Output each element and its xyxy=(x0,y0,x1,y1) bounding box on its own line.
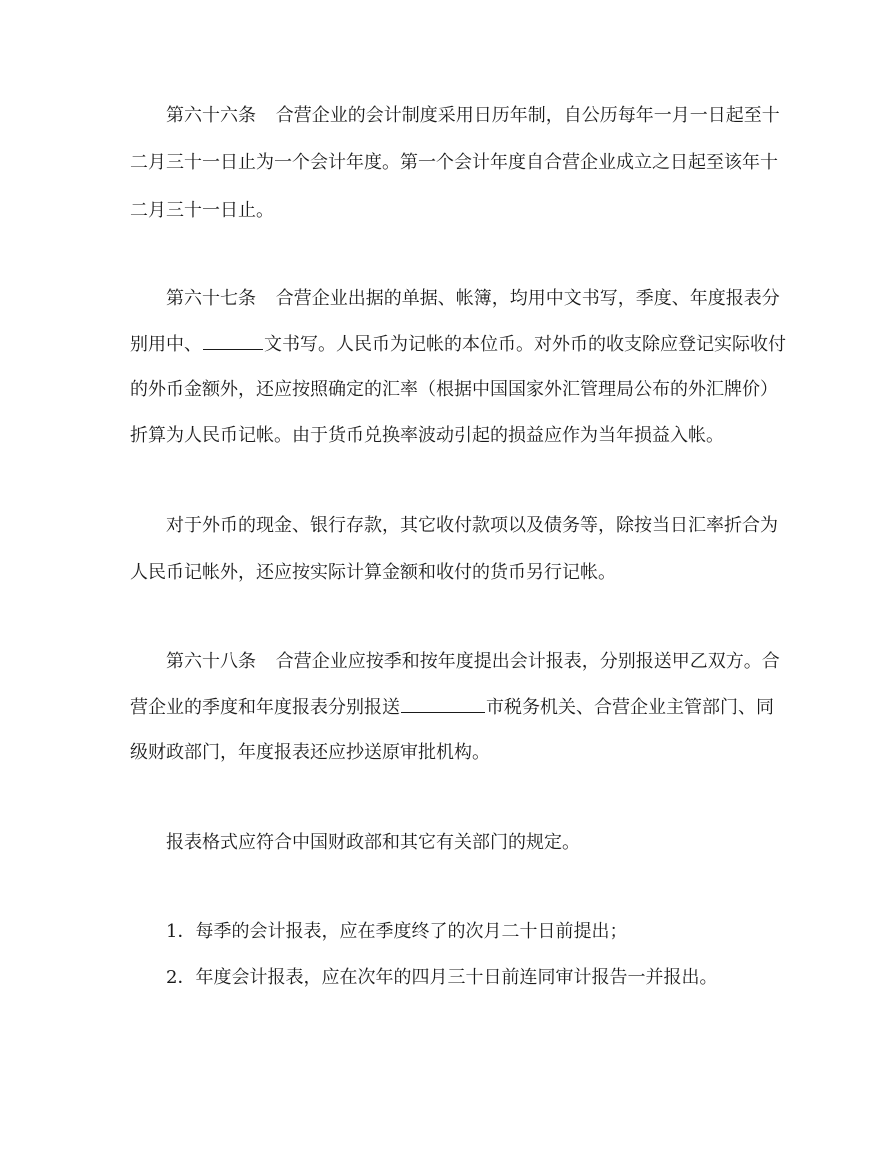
article-68-line-1 xyxy=(166,650,780,674)
article-68-line-2 xyxy=(130,694,774,720)
article-68-text-2b: 市税务机关、合营企业主管部门、同 xyxy=(486,697,774,718)
foreign-currency-line-2: 人民币记帐外，还应按实际计算金额和收付的货币另行记帐。 xyxy=(130,562,616,583)
list-item-number: 2． xyxy=(166,967,196,988)
article-66-title: 第六十六条 xyxy=(166,105,256,126)
article-66-line-2: 二月三十一日止为一个会计年度。第一个会计年度自合营企业成立之日起至该年十 xyxy=(130,152,778,173)
article-68-text-1: 合营企业应按季和按年度提出会计报表，分别报送甲乙双方。合 xyxy=(275,651,780,672)
article-68-title: 第六十八条 xyxy=(166,651,256,672)
article-68-text-2a: 营企业的季度和年度报表分别报送 xyxy=(130,697,400,718)
foreign-currency-line-1: 对于外币的现金、银行存款，其它收付款项以及债务等，除按当日汇率折合为 xyxy=(166,515,778,536)
article-67-title: 第六十七条 xyxy=(166,288,256,309)
list-item xyxy=(166,966,717,990)
article-67-text-1: 合营企业出据的单据、帐簿，均用中文书写，季度、年度报表分 xyxy=(275,288,780,309)
article-66-line-3: 二月三十一日止。 xyxy=(130,200,274,221)
article-66-line-1 xyxy=(166,104,780,128)
fill-in-blank[interactable] xyxy=(401,694,485,713)
fill-in-blank[interactable] xyxy=(203,331,263,350)
list-item-text: 年度会计报表，应在次年的四月三十日前连同审计报告一并报出。 xyxy=(195,967,718,988)
article-67-line-4: 折算为人民币记帐。由于货币兑换率波动引起的损益应作为当年损益入帐。 xyxy=(130,425,724,446)
article-67-line-1 xyxy=(166,287,780,311)
article-67-line-2 xyxy=(130,331,786,357)
article-66-text-1: 合营企业的会计制度采用日历年制，自公历每年一月一日起至十 xyxy=(275,105,780,126)
article-67-text-2b: 文书写。人民币为记帐的本位币。对外币的收支除应登记实际收付 xyxy=(264,334,786,355)
article-67-line-3: 的外币金额外，还应按照确定的汇率（根据中国国家外汇管理局公布的外汇牌价） xyxy=(130,379,778,400)
list-item-text: 每季的会计报表，应在季度终了的次月二十日前提出； xyxy=(195,921,628,942)
report-format-line: 报表格式应符合中国财政部和其它有关部门的规定。 xyxy=(166,832,580,853)
list-item xyxy=(166,920,627,944)
list-item-number: 1． xyxy=(166,921,196,942)
article-67-text-2a: 别用中、 xyxy=(130,334,202,355)
article-68-line-3: 级财政部门，年度报表还应抄送原审批机构。 xyxy=(130,742,490,763)
